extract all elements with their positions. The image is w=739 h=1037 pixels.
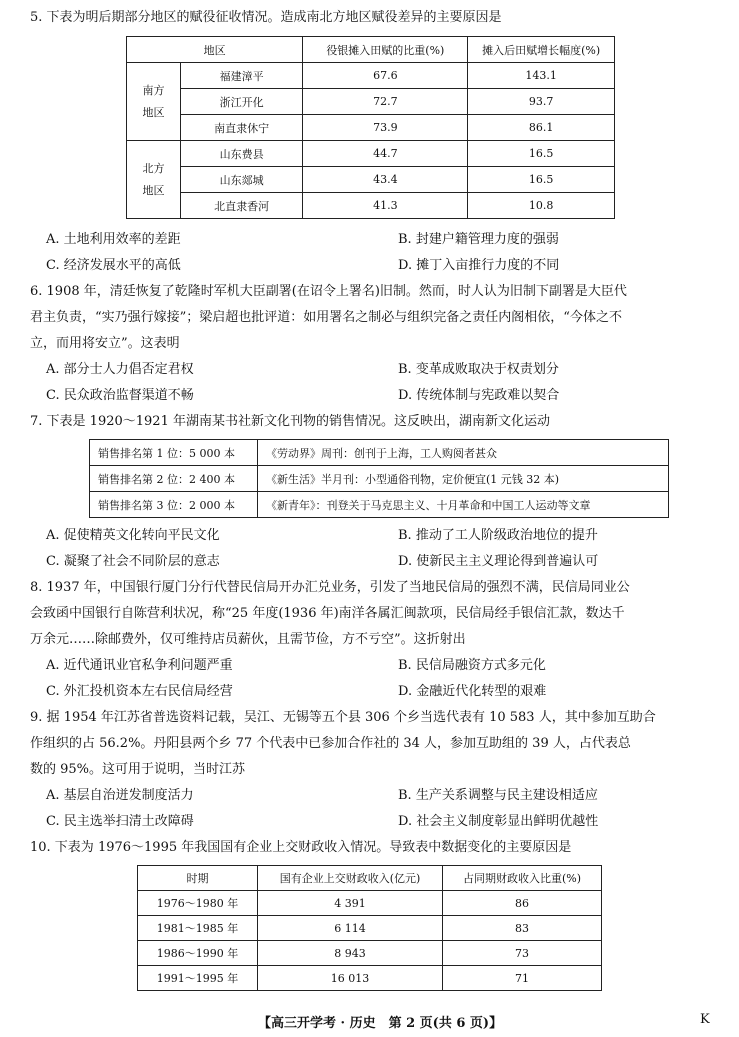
- q8-option-a[interactable]: A. 近代通讯业官私争利问题严重: [46, 658, 233, 673]
- table-row: [127, 115, 615, 141]
- q7-option-d[interactable]: D. 使新民主主义理论得到普遍认可: [398, 554, 599, 569]
- q6-option-b[interactable]: B. 变革成败取决于权责划分: [398, 362, 559, 377]
- table-cell: 1986～1990 年: [138, 941, 258, 966]
- page-version-mark: K: [700, 1012, 710, 1027]
- table-header-row: [127, 37, 615, 63]
- table-cell: 1976～1980 年: [138, 891, 258, 916]
- region-label-line: 地区: [142, 183, 165, 197]
- question-5-stem: 5. 下表为明后期部分地区的赋役征收情况。造成南北方地区赋役差异的主要原因是: [30, 10, 502, 25]
- table-cell: 16.5: [468, 167, 615, 193]
- table-header: 国有企业上交财政收入(亿元): [258, 866, 443, 891]
- table-header-row: [138, 866, 602, 891]
- question-5-table: [126, 36, 615, 219]
- table-row: [127, 167, 615, 193]
- table-cell: 16.5: [468, 141, 615, 167]
- region-label-south: [127, 63, 181, 141]
- page-footer: 【高三开学考 · 历史 第 2 页(共 6 页)】: [258, 1016, 503, 1031]
- table-cell: 8 943: [258, 941, 443, 966]
- table-cell: 41.3: [303, 193, 468, 219]
- q9-option-a[interactable]: A. 基层自治迸发制度活力: [46, 788, 194, 803]
- question-9-stem-line: 9. 据 1954 年江苏省普选资料记载，吴江、无锡等五个县 306 个乡当选代表有 10 583 人，其中参加互助合: [30, 710, 656, 725]
- table-row: [138, 916, 602, 941]
- table-cell: 1991～1995 年: [138, 966, 258, 991]
- question-7-stem: 7. 下表是 1920～1921 年湖南某书社新文化刊物的销售情况。这反映出，湖南新文化运动: [30, 414, 550, 429]
- table-cell: 山东郯城: [181, 167, 303, 193]
- table-cell: 44.7: [303, 141, 468, 167]
- q8-option-d[interactable]: D. 金融近代化转型的艰难: [398, 684, 547, 699]
- table-cell: 《新青年》：刊登关于马克思主义、十月革命和中国工人运动等文章: [258, 492, 669, 518]
- region-label-line: 南方: [142, 83, 165, 97]
- table-header: 占同期财政收入比重(%): [443, 866, 602, 891]
- table-row: [90, 440, 669, 466]
- table-row: [127, 141, 615, 167]
- table-header: 摊入后田赋增长幅度(%): [468, 37, 615, 63]
- q5-option-d[interactable]: D. 摊丁入亩推行力度的不同: [398, 258, 560, 273]
- table-cell: 浙江开化: [181, 89, 303, 115]
- q8-option-b[interactable]: B. 民信局融资方式多元化: [398, 658, 546, 673]
- q6-option-d[interactable]: D. 传统体制与宪政难以契合: [398, 388, 560, 403]
- table-cell: 《劳动界》周刊：创刊于上海，工人购阅者甚众: [258, 440, 669, 466]
- table-cell: 《新生活》半月刊：小型通俗刊物，定价便宜(1 元钱 32 本): [258, 466, 669, 492]
- question-8-stem-line: 8. 1937 年，中国银行厦门分行代替民信局开办汇兑业务，引发了当地民信局的强烈不满，民信局同业公: [30, 580, 630, 595]
- table-row: [127, 89, 615, 115]
- table-header: 时期: [138, 866, 258, 891]
- table-cell: 83: [443, 916, 602, 941]
- q7-option-c[interactable]: C. 凝聚了社会不同阶层的意志: [46, 554, 220, 569]
- table-row: [138, 941, 602, 966]
- q5-option-c[interactable]: C. 经济发展水平的高低: [46, 258, 181, 273]
- question-7-table: [89, 439, 669, 518]
- table-cell: 143.1: [468, 63, 615, 89]
- table-cell: 销售排名第 2 位：2 400 本: [90, 466, 258, 492]
- table-cell: 山东费县: [181, 141, 303, 167]
- table-cell: 16 013: [258, 966, 443, 991]
- table-header: 役银摊入田赋的比重(%): [303, 37, 468, 63]
- q9-option-c[interactable]: C. 民主选举扫清土改障碍: [46, 814, 194, 829]
- table-cell: 93.7: [468, 89, 615, 115]
- q7-option-a[interactable]: A. 促使精英文化转向平民文化: [46, 528, 220, 543]
- question-10-stem: 10. 下表为 1976～1995 年我国国有企业上交财政收入情况。导致表中数据变化的主要原因是: [30, 840, 572, 855]
- table-row: [127, 193, 615, 219]
- table-cell: 71: [443, 966, 602, 991]
- table-cell: 南直隶休宁: [181, 115, 303, 141]
- table-cell: 67.6: [303, 63, 468, 89]
- table-row: [90, 492, 669, 518]
- region-label-line: 北方: [142, 161, 165, 175]
- q5-option-b[interactable]: B. 封建户籍管理力度的强弱: [398, 232, 559, 247]
- question-6-stem-line: 6. 1908 年，清廷恢复了乾隆时军机大臣副署(在诏令上署名)旧制。然而，时人认为旧制下副署是大臣代: [30, 284, 627, 299]
- table-row: [138, 966, 602, 991]
- table-header: 地区: [127, 37, 303, 63]
- question-8-stem-line: 会致函中国银行自陈营利状况，称“25 年度(1936 年)南洋各属汇闽款项，民信局经手银信汇款，数达千: [30, 606, 625, 621]
- question-8-stem-line: 万余元……除邮费外，仅可维持店员薪伙，且需节俭，方不亏空”。这折射出: [30, 632, 466, 647]
- q7-option-b[interactable]: B. 推动了工人阶级政治地位的提升: [398, 528, 598, 543]
- question-10-table: [137, 865, 602, 991]
- table-cell: 10.8: [468, 193, 615, 219]
- q8-option-c[interactable]: C. 外汇投机资本左右民信局经营: [46, 684, 233, 699]
- table-cell: 6 114: [258, 916, 443, 941]
- question-6-stem-line: 立，而用将安立”。这表明: [30, 336, 180, 351]
- q5-option-a[interactable]: A. 土地利用效率的差距: [46, 232, 181, 247]
- table-cell: 销售排名第 1 位：5 000 本: [90, 440, 258, 466]
- table-cell: 86: [443, 891, 602, 916]
- q6-option-c[interactable]: C. 民众政治监督渠道不畅: [46, 388, 194, 403]
- table-cell: 43.4: [303, 167, 468, 193]
- table-cell: 1981～1985 年: [138, 916, 258, 941]
- table-cell: 北直隶香河: [181, 193, 303, 219]
- table-cell: 4 391: [258, 891, 443, 916]
- region-label-line: 地区: [142, 105, 165, 119]
- table-row: [138, 891, 602, 916]
- q9-option-b[interactable]: B. 生产关系调整与民主建设相适应: [398, 788, 598, 803]
- q6-option-a[interactable]: A. 部分士人力倡否定君权: [46, 362, 194, 377]
- question-9-stem-line: 数的 95%。这可用于说明，当时江苏: [30, 762, 246, 777]
- region-label-north: [127, 141, 181, 219]
- table-cell: 福建漳平: [181, 63, 303, 89]
- table-cell: 73: [443, 941, 602, 966]
- table-cell: 72.7: [303, 89, 468, 115]
- q9-option-d[interactable]: D. 社会主义制度彰显出鲜明优越性: [398, 814, 599, 829]
- table-cell: 73.9: [303, 115, 468, 141]
- table-row: [90, 466, 669, 492]
- table-row: [127, 63, 615, 89]
- table-cell: 86.1: [468, 115, 615, 141]
- question-9-stem-line: 作组织的占 56.2%。丹阳县两个乡 77 个代表中已参加合作社的 34 人，参加互助组的 39 人，占代表总: [30, 736, 631, 751]
- question-6-stem-line: 君主负责，“实乃强行嫁接”；梁启超也批评道：如用署名之制必与组织完备之责任内阁相依，“今体之不: [30, 310, 622, 325]
- table-cell: 销售排名第 3 位：2 000 本: [90, 492, 258, 518]
